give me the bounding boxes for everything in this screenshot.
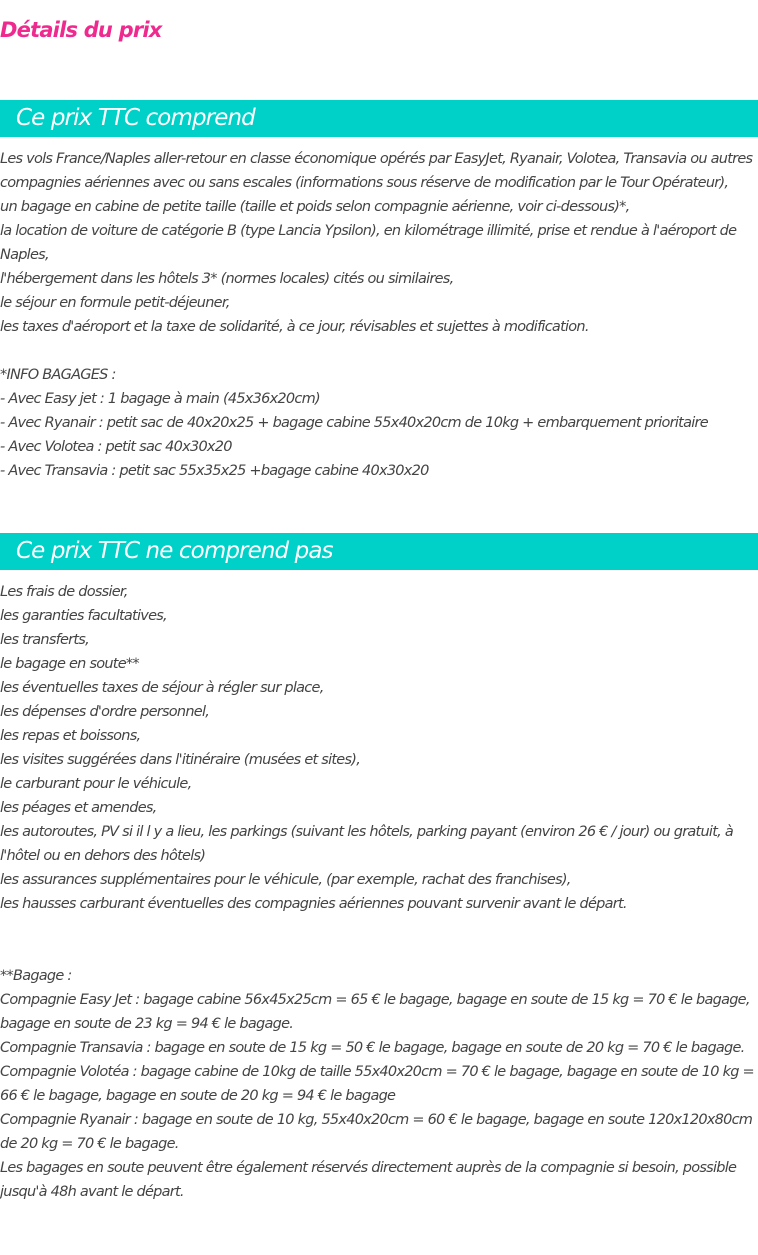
not-included-item: le carburant pour le véhicule, — [0, 776, 192, 792]
not-included-item: les hausses carburant éventuelles des compagnies aériennes pouvant survenir avant le départ. — [0, 896, 627, 912]
hold-baggage-note: Les bagages en soute peuvent être également réservés directement auprès de la compagnie si besoin, possible jusqu'à 48h avant le départ. — [0, 1160, 737, 1200]
baggage-info-item: - Avec Easy jet : 1 bagage à main (45x36x20cm) — [0, 391, 320, 407]
not-included-item: les assurances supplémentaires pour le véhicule, (par exemple, rachat des franchises), — [0, 872, 571, 888]
hold-baggage-item: Compagnie Ryanair : bagage en soute de 10 kg, 55x40x20cm = 60 € le bagage, bagage en soute 120x120x80cm de 20 kg = 70 € le bagage. — [0, 1112, 753, 1152]
not-included-item: les garanties facultatives, — [0, 608, 167, 624]
not-included-item: les autoroutes, PV si il l y a lieu, les parkings (suivant les hôtels, parking payant (environ 26 € / jour) ou gratuit, à l'hôtel ou en dehors des hôtels) — [0, 824, 733, 864]
hold-baggage-item: Compagnie Volotéa : bagage cabine de 10kg de taille 55x40x20cm = 70 € le bagage, bagage en soute de 10 kg = 66 € le bagage, bagage en soute de 20 kg = 94 € le bagage — [0, 1064, 754, 1104]
baggage-info-item: - Avec Transavia : petit sac 55x35x25 +bagage cabine 40x30x20 — [0, 463, 429, 479]
not-included-item: les visites suggérées dans l'itinéraire (musées et sites), — [0, 752, 361, 768]
baggage-info-title: *INFO BAGAGES : — [0, 367, 116, 383]
included-item: la location de voiture de catégorie B (type Lancia Ypsilon), en kilométrage illimité, prise et rendue à l'aéroport de Naples, — [0, 223, 737, 263]
included-item: un bagage en cabine de petite taille (taille et poids selon compagnie aérienne, voir ci-dessous)*, — [0, 199, 630, 215]
not-included-item: les éventuelles taxes de séjour à régler sur place, — [0, 680, 324, 696]
not-included-item: les repas et boissons, — [0, 728, 141, 744]
included-item: l'hébergement dans les hôtels 3* (normes locales) cités ou similaires, — [0, 271, 454, 287]
baggage-info-item: - Avec Ryanair : petit sac de 40x20x25 + bagage cabine 55x40x20cm de 10kg + embarquement prioritaire — [0, 415, 708, 431]
not-included-item: les dépenses d'ordre personnel, — [0, 704, 210, 720]
not-included-item: les transferts, — [0, 632, 89, 648]
hold-baggage-item: Compagnie Transavia : bagage en soute de 15 kg = 50 € le bagage, bagage en soute de 20 kg = 70 € le bagage. — [0, 1040, 745, 1056]
included-item: les taxes d'aéroport et la taxe de solidarité, à ce jour, révisables et sujettes à modification. — [0, 319, 589, 335]
included-list — [0, 147, 758, 339]
not-included-section-header: Ce prix TTC ne comprend pas — [0, 533, 758, 570]
baggage-info — [0, 363, 758, 483]
included-item: Les vols France/Naples aller-retour en classe économique opérés par EasyJet, Ryanair, Volotea, Transavia ou autres compagnies aériennes avec ou sans escales (informations sous réserve de modification par le Tour Opérateur), — [0, 151, 753, 191]
not-included-item: les péages et amendes, — [0, 800, 157, 816]
page-title: Détails du prix — [0, 18, 162, 42]
not-included-item: le bagage en soute** — [0, 656, 139, 672]
not-included-list — [0, 580, 758, 916]
hold-baggage-info — [0, 964, 758, 1204]
included-section-header: Ce prix TTC comprend — [0, 100, 758, 137]
included-item: le séjour en formule petit-déjeuner, — [0, 295, 230, 311]
not-included-item: Les frais de dossier, — [0, 584, 128, 600]
hold-baggage-title: **Bagage : — [0, 968, 72, 984]
baggage-info-item: - Avec Volotea : petit sac 40x30x20 — [0, 439, 232, 455]
hold-baggage-item: Compagnie Easy Jet : bagage cabine 56x45x25cm = 65 € le bagage, bagage en soute de 15 kg = 70 € le bagage, bagage en soute de 23 kg = 94 € le bagage. — [0, 992, 750, 1032]
